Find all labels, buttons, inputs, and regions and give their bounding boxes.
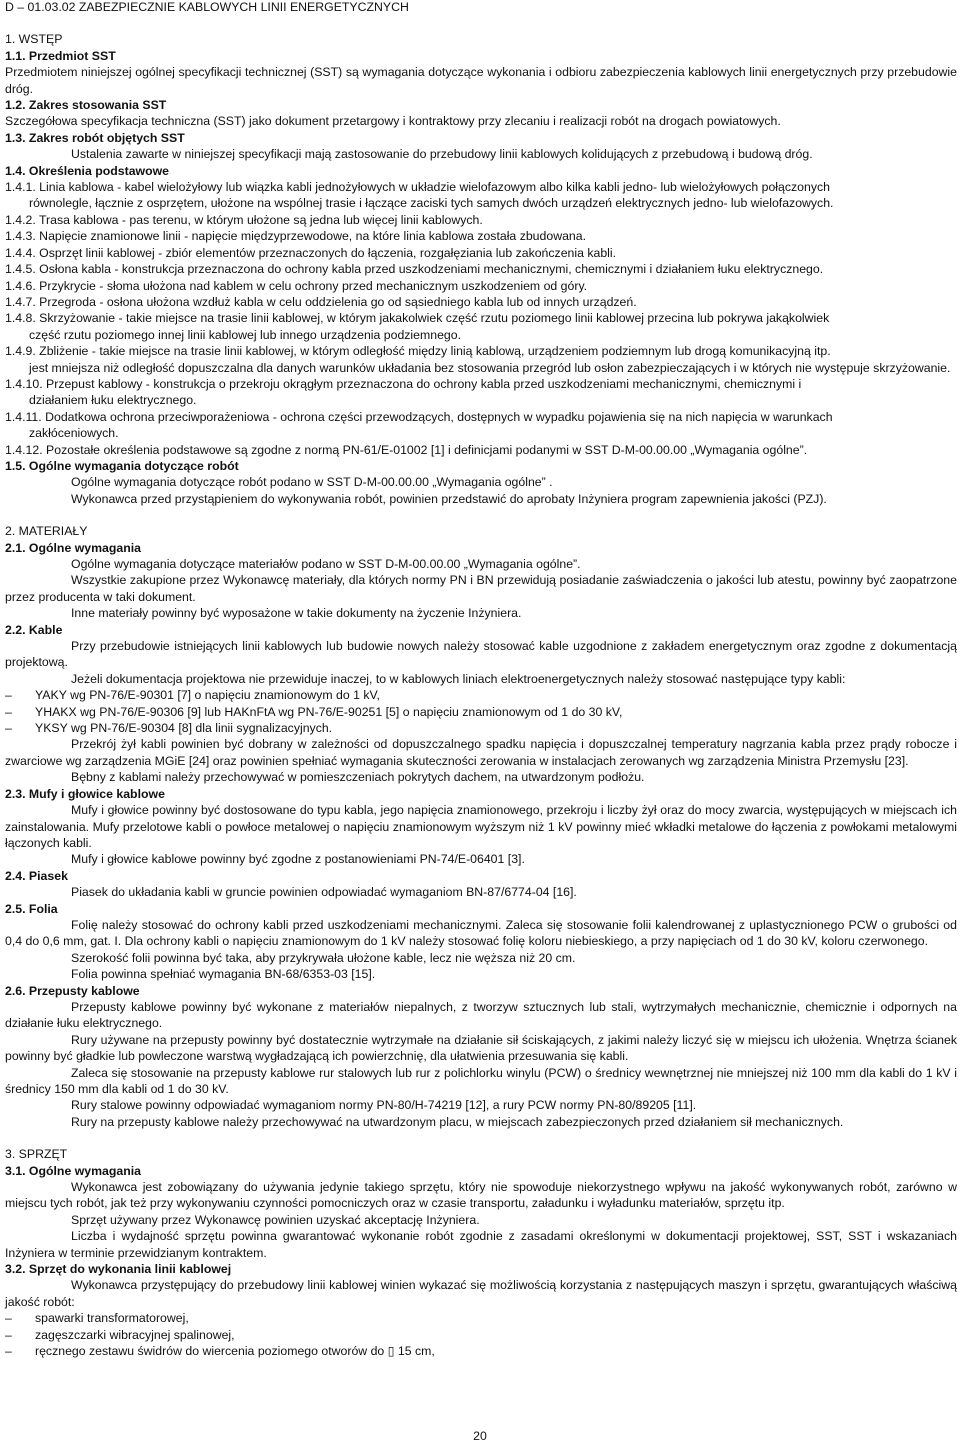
- definition-1-4-10-line1: 1.4.10. Przepust kablowy - konstrukcja o przekroju okrągłym przeznaczona do ochrony kabla przed uszkodzeniami mechanicznymi, chemicznymi i: [5, 376, 802, 391]
- paragraph-2-6-d: Rury stalowe powinny odpowiadać wymaganiom normy PN-80/H-74219 [12], a rury PCW normy PN-80/89205 [11].: [71, 1098, 697, 1113]
- page-number: 20: [473, 1429, 487, 1443]
- paragraph-2-1-a: Ogólne wymagania dotyczące materiałów podano w SST D-M-00.00.00 „Wymagania ogólne”.: [71, 557, 581, 571]
- subheading-2-2: 2.2. Kable: [5, 622, 63, 637]
- paragraph-1-3: Ustalenia zawarte w niniejszej specyfikacji mają zastosowanie do przebudowy linii kablowych kolidujących z przebudową i budową dróg.: [71, 147, 813, 162]
- paragraph-3-1-b: Sprzęt używany przez Wykonawcę powinien uzyskać akceptację Inżyniera.: [71, 1212, 480, 1227]
- subheading-1-1: 1.1. Przedmiot SST: [5, 48, 116, 63]
- paragraph-2-4: Piasek do układania kabli w gruncie powinien odpowiadać wymaganiom BN-87/6774-04 [16].: [71, 885, 577, 900]
- paragraph-2-6-e: Rury na przepusty kablowe należy przechowywać na utwardzonym placu, w miejscach zabezpieczonych przed działaniem sił mechanicznych.: [71, 1114, 844, 1129]
- paragraph-2-6-a: Przepusty kablowe powinny być wykonane z materiałów niepalnych, z tworzyw sztucznych lub stali, wytrzymałych mechanicznie, chemicznie i odpornych na działanie łuku elektrycznego.: [5, 999, 957, 1031]
- definition-1-4-1-line2: równolegle, łącznie z osprzętem, ułożone na wspólnej trasie i łączące zaciski tych samych dwóch urządzeń elektrycznych jedno- lub wielofazowych.: [29, 196, 834, 211]
- paragraph-2-3-b: Mufy i głowice kablowe powinny być zgodne z postanowieniami PN-74/E-06401 [3].: [71, 852, 525, 867]
- definition-1-4-9-line2: jest mniejsza niż odległość dopuszczalna dla danych warunków układania bez stosowania przegród lub osłon zabezpieczających i w których nie występuje skrzyżowanie.: [29, 360, 951, 375]
- definition-1-4-3: 1.4.3. Napięcie znamionowe linii - napięcie międzyprzewodowe, na które linia kablowa została zbudowana.: [5, 229, 587, 244]
- list-item: – YAKY wg PN-76/E-90301 [7] o napięciu znamionowym do 1 kV,: [5, 687, 957, 703]
- subheading-3-2: 3.2. Sprzęt do wykonania linii kablowej: [5, 1262, 232, 1277]
- paragraph-1-5-a: Ogólne wymagania dotyczące robót podano w SST D-M-00.00.00 „Wymagania ogólne” .: [71, 475, 553, 490]
- subheading-2-1: 2.1. Ogólne wymagania: [5, 540, 141, 555]
- definition-1-4-11-line2: zakłóceniowych.: [29, 426, 119, 441]
- paragraph-3-1-a: Wykonawca jest zobowiązany do używania jedynie takiego sprzętu, który nie spowoduje niekorzystnego wpływu na jakość wykonywanych robót, zarówno w miejscu tych robót, jak też przy wykonywaniu czynności pomocniczych oraz w czasie transportu, załadunku i wyładunku materiałów, sprzętu itp.: [5, 1180, 957, 1211]
- definition-1-4-5: 1.4.5. Osłona kabla - konstrukcja przeznaczona do ochrony kabla przed uszkodzeniami mechanicznymi, chemicznymi i działaniem łuku elektrycznego.: [5, 262, 824, 277]
- subheading-2-5: 2.5. Folia: [5, 901, 58, 916]
- paragraph-2-5-b: Szerokość folii powinna być taka, aby przykrywała ułożone kable, lecz nie węższa niż 20 cm.: [71, 950, 576, 965]
- paragraph-2-2-b: Jeżeli dokumentacja projektowa nie przewiduje inaczej, to w kablowych liniach elektroenergetycznych należy stosować następujące typy kabli:: [71, 671, 846, 686]
- list-item: – YKSY wg PN-76/E-90304 [8] dla linii sygnalizacyjnych.: [5, 720, 957, 736]
- list-item: – zagęszczarki wibracyjnej spalinowej,: [5, 1327, 957, 1343]
- paragraph-3-2: Wykonawca przystępujący do przebudowy linii kablowej winien wykazać się możliwością korzystania z następujących maszyn i sprzętu, gwarantujących właściwą jakość robót:: [5, 1278, 957, 1309]
- definition-1-4-8-line1: 1.4.8. Skrzyżowanie - takie miejsce na trasie linii kablowej, w którym jakakolwiek część rzutu poziomego linii kablowej przecina lub pokrywa jakąkolwiek: [5, 311, 830, 326]
- document-title: D – 01.03.02 ZABEZPIECZNIE KABLOWYCH LINII ENERGETYCZNYCH: [5, 0, 409, 14]
- paragraph-1-5-b: Wykonawca przed przystąpieniem do wykonywania robót, powinien przedstawić do aprobaty Inżyniera program zapewnienia jakości (PZJ).: [71, 491, 827, 506]
- section-heading-intro: 1. WSTĘP: [5, 32, 63, 47]
- paragraph-2-5-a: Folię należy stosować do ochrony kabli przed uszkodzeniami mechanicznymi. Zaleca się stosowanie folii kalendrowanej z uplastycznionego PCW o grubości od 0,4 do 0,6 mm, gat. I. Dla ochrony kabli o napięciu znamionowym do 1 kV należy stosować folię koloru niebieskiego, a przy napięciach od 1 do 30 kV, koloru czerwonego.: [5, 917, 957, 949]
- subheading-1-3: 1.3. Zakres robót objętych SST: [5, 130, 185, 145]
- definition-1-4-2: 1.4.2. Trasa kablowa - pas terenu, w którym ułożone są jedna lub więcej linii kablowych.: [5, 212, 483, 227]
- paragraph-2-2-d: Bębny z kablami należy przechowywać w pomieszczeniach pokrytych dachem, na utwardzonym podłożu.: [71, 770, 645, 785]
- definition-1-4-7: 1.4.7. Przegroda - osłona ułożona wzdłuż kabla w celu oddzielenia go od sąsiedniego kabla lub od innych urządzeń.: [5, 294, 637, 309]
- paragraph-2-6-c: Zaleca się stosowanie na przepusty kablowe rur stalowych lub rur z polichlorku winylu (PCW) o średnicy wewnętrznej nie mniejszej niż 100 mm dla kabli do 1 kV i średnicy 150 mm dla kabli od 1 do 30 kV.: [5, 1065, 957, 1096]
- paragraph-2-1-b: Wszystkie zakupione przez Wykonawcę materiały, dla których normy PN i BN przewidują posiadanie zaświadczenia o jakości lub atestu, powinny być zaopatrzone przez producenta w taki dokument.: [5, 573, 957, 604]
- paragraph-2-5-c: Folia powinna spełniać wymagania BN-68/6353-03 [15].: [71, 967, 376, 982]
- paragraph-2-1-c: Inne materiały powinny być wyposażone w takie dokumenty na życzenie Inżyniera.: [71, 606, 522, 621]
- subheading-2-4: 2.4. Piasek: [5, 868, 68, 883]
- subheading-1-4: 1.4. Określenia podstawowe: [5, 163, 170, 178]
- list-item: – ręcznego zestawu świdrów do wiercenia poziomego otworów do ▯ 15 cm,: [5, 1343, 957, 1359]
- definition-1-4-11-line1: 1.4.11. Dodatkowa ochrona przeciwporażeniowa - ochrona części przewodzących, dostępnych w wypadku pojawienia się na nich napięcia w warunkach: [5, 409, 833, 424]
- section-heading-materials: 2. MATERIAŁY: [5, 524, 88, 539]
- paragraph-2-2-a: Przy przebudowie istniejących linii kablowych lub budowie nowych należy stosować kable uzgodnione z zakładem energetycznym oraz zgodne z dokumentacją projektową.: [5, 639, 957, 670]
- definition-1-4-9-line1: 1.4.9. Zbliżenie - takie miejsce na trasie linii kablowej, w którym odległość między linią kablową, urządzeniem podziemnym lub drogą komunikacyjną itp.: [5, 344, 831, 359]
- list-item: – YHAKX wg PN-76/E-90306 [9] lub HAKnFtA wg PN-76/E-90251 [5] o napięciu znamionowym od 1 do 30 kV,: [5, 704, 957, 720]
- paragraph-1-2: Szczegółowa specyfikacja techniczna (SST) jako dokument przetargowy i kontraktowy przy zlecaniu i realizacji robót na drogach powiatowych.: [5, 114, 781, 129]
- paragraph-3-1-c: Liczba i wydajność sprzętu powinna gwarantować wykonanie robót zgodnie z zasadami określonymi w dokumentacji projektowej, SST, SST i wskazaniach Inżyniera w terminie przewidzianym kontraktem.: [5, 1229, 957, 1260]
- definition-1-4-10-line2: działaniem łuku elektrycznego.: [29, 393, 197, 408]
- subheading-1-5: 1.5. Ogólne wymagania dotyczące robót: [5, 458, 239, 473]
- paragraph-2-2-c: Przekrój żył kabli powinien być dobrany w zależności od dopuszczalnego spadku napięcia i dopuszczalnej temperatury nagrzania kabla przez prądy robocze i zwarciowe wg zarządzenia MGiE [24] oraz powinien spełniać wymagania skuteczności zerowania w instalacjach zerowanych wg zarządzenia Ministra Przemysłu [23].: [5, 737, 957, 768]
- paragraph-2-3-a: Mufy i głowice powinny być dostosowane do typu kabla, jego napięcia znamionowego, przekroju i liczby żył oraz do mocy zwarcia, występujących w miejscach ich zainstalowania. Mufy przelotowe kabli o powłoce metalowej o napięciu znamionowym wyższym niż 1 kV powinny mieć wkładki metalowe do łączenia z powłokami metalowymi łączonych kabli.: [5, 803, 957, 850]
- definition-1-4-8-line2: część rzutu poziomego innej linii kablowej lub innego urządzenia podziemnego.: [29, 327, 462, 342]
- subheading-2-3: 2.3. Mufy i głowice kablowe: [5, 786, 165, 801]
- definition-1-4-4: 1.4.4. Osprzęt linii kablowej - zbiór elementów przeznaczonych do łączenia, rozgałęziania lub zakończenia kabli.: [5, 245, 617, 260]
- definition-1-4-12: 1.4.12. Pozostałe określenia podstawowe są zgodne z normą PN-61/E-01002 [1] i definicjami podanymi w SST D-M-00.00.00 „Wymagania ogólne”.: [5, 442, 808, 457]
- document-body: [5, 0, 957, 1360]
- subheading-3-1: 3.1. Ogólne wymagania: [5, 1163, 141, 1178]
- list-item: – spawarki transformatorowej,: [5, 1310, 957, 1326]
- definition-1-4-6: 1.4.6. Przykrycie - słoma ułożona nad kablem w celu ochrony przed mechanicznym uszkodzeniem od góry.: [5, 278, 588, 293]
- paragraph-1-1: Przedmiotem niniejszej ogólnej specyfikacji technicznej (SST) są wymagania dotyczące wykonania i odbioru zabezpieczenia kablowych linii energetycznych przy przebudowie dróg.: [5, 65, 957, 96]
- subheading-2-6: 2.6. Przepusty kablowe: [5, 983, 140, 998]
- definition-1-4-1-line1: 1.4.1. Linia kablowa - kabel wielożyłowy lub wiązka kabli jednożyłowych w układzie wielofazowym albo kilka kabli jedno- lub wielożyłowych połączonych: [5, 180, 830, 195]
- subheading-1-2: 1.2. Zakres stosowania SST: [5, 98, 167, 113]
- paragraph-2-6-b: Rury używane na przepusty powinny być dostatecznie wytrzymałe na działanie sił ściskających, z jakimi należy liczyć się w miejscu ich ułożenia. Wnętrza ścianek powinny być gładkie lub powleczone warstwą wygładzającą ich powierzchnię, dla ułatwienia przesuwania się kabli.: [5, 1032, 957, 1064]
- section-heading-equipment: 3. SPRZĘT: [5, 1147, 68, 1162]
